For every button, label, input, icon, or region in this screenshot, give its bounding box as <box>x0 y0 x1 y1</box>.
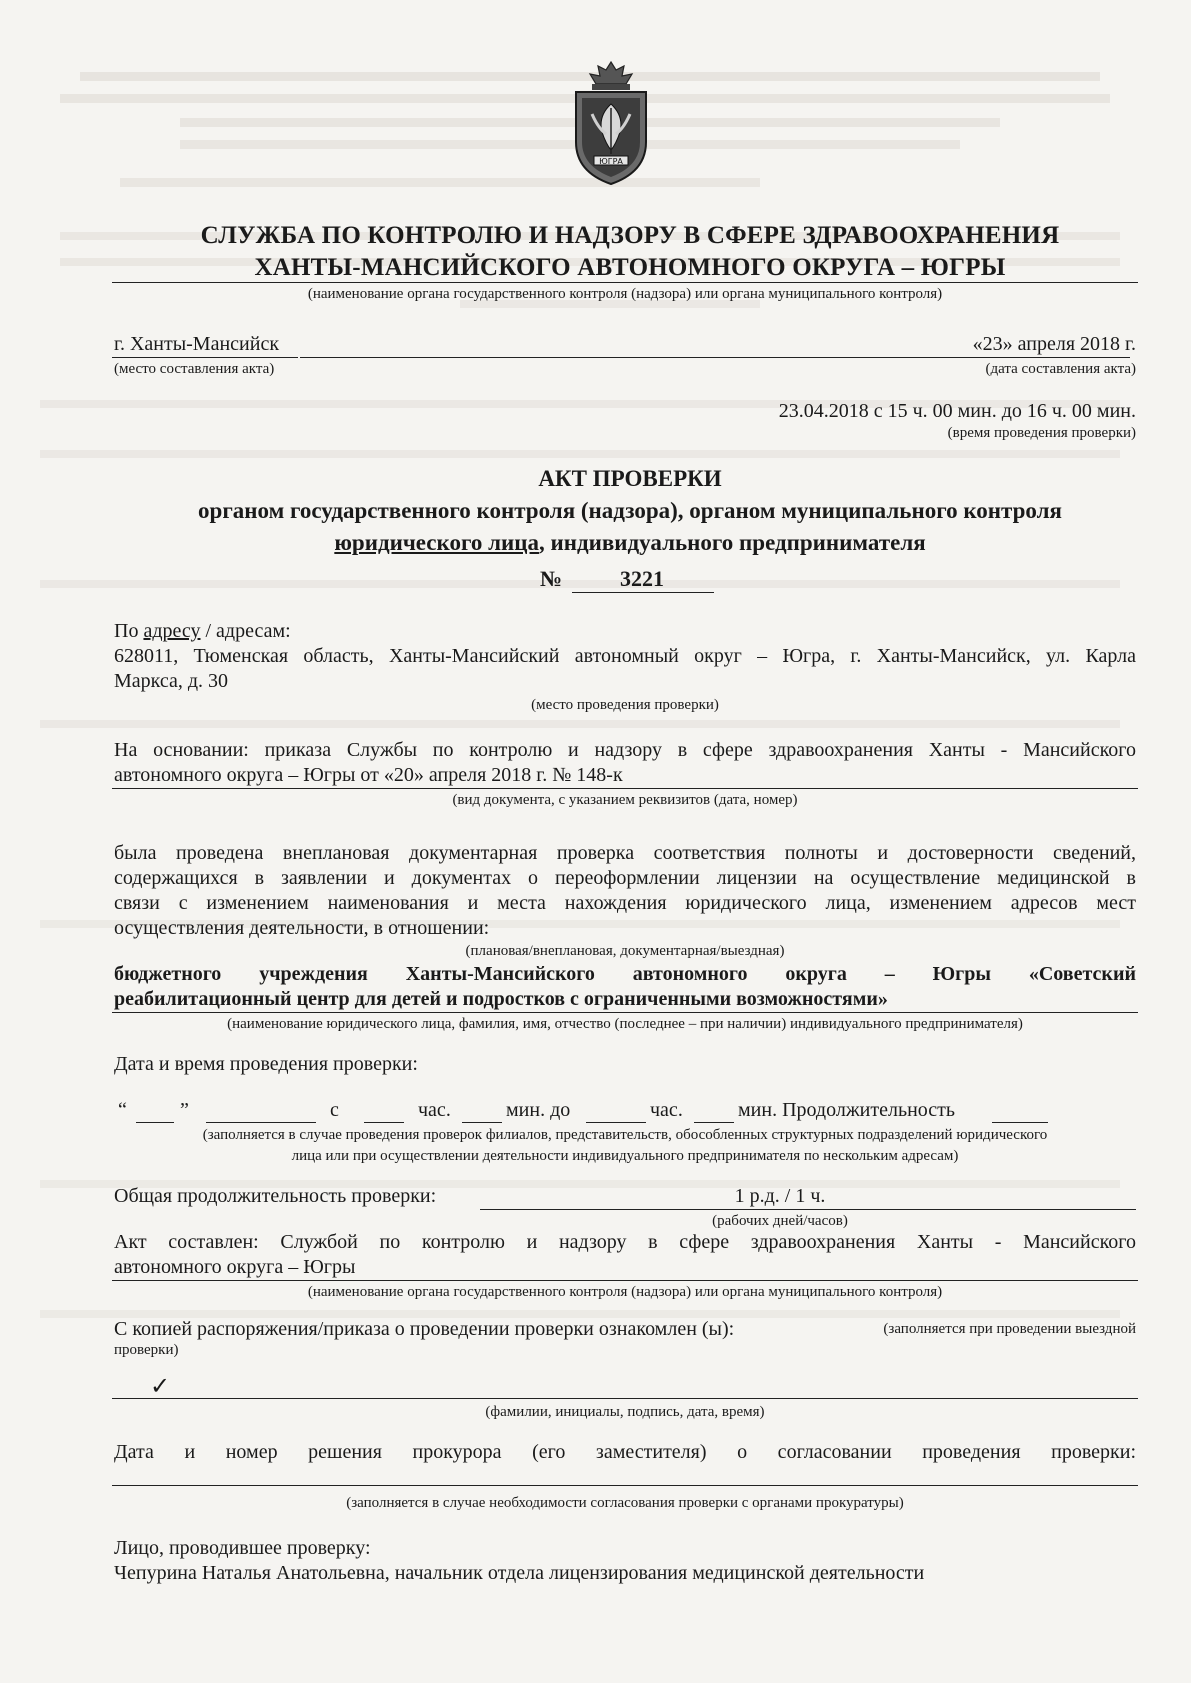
datetime-quote-open: “ <box>118 1099 127 1121</box>
address-label-c: / адресам: <box>200 620 291 642</box>
address-label-b: адресу <box>143 620 201 642</box>
act-subtitle-line2 <box>112 530 1148 556</box>
datetime-quote-close: ” <box>180 1099 189 1121</box>
address-line1: 628011, Тюменская область, Ханты-Мансийский автономный округ – Югра, г. Ханты-Мансийск, ул. Карла <box>114 645 1136 667</box>
coat-of-arms-emblem <box>568 58 654 188</box>
inspection-line4: осуществления деятельности, в отношении: <box>114 917 490 939</box>
entity-line2: реабилитационный центр для детей и подростков с ограниченными возможностями» <box>114 988 888 1010</box>
org-caption: (наименование органа государственного контроля (надзора) или органа муниципального контроля) <box>307 286 943 302</box>
date-value: «23» апреля 2018 г. <box>972 333 1136 355</box>
entity-underline <box>112 1012 1138 1013</box>
act-title: АКТ ПРОВЕРКИ <box>538 466 722 491</box>
inspection-time-value: 23.04.2018 с 15 ч. 00 мин. до 16 ч. 00 мин. <box>778 400 1136 422</box>
svg-text:ЮГРА: ЮГРА <box>599 157 623 166</box>
copy-note: (заполняется при проведении выездной <box>883 1321 1136 1337</box>
datetime-caption1: (заполняется в случае проведения проверок филиалов, представительств, обособленных структурных подразделений юридического <box>202 1127 1048 1143</box>
datetime-label: Дата и время проведения проверки: <box>114 1053 418 1075</box>
org-underline <box>112 282 1138 283</box>
copy-line2: проверки) <box>114 1342 179 1358</box>
place-caption: (место составления акта) <box>114 361 275 377</box>
act-number-sign: № <box>540 566 563 591</box>
compiled-line1: Акт составлен: Службой по контролю и надзору в сфере здравоохранения Ханты - Мансийского <box>114 1231 1136 1253</box>
address-caption: (место проведения проверки) <box>531 697 719 713</box>
date-caption: (дата составления акта) <box>985 361 1136 377</box>
datetime-duration-label: мин. Продолжительность <box>738 1099 956 1121</box>
datetime-min2-blank <box>694 1122 734 1123</box>
datetime-caption2: лица или при осуществлении деятельности индивидуального предпринимателя по нескольким адресам) <box>291 1148 959 1164</box>
duration-value: 1 р.д. / 1 ч. <box>734 1185 826 1207</box>
org-name-line1: СЛУЖБА ПО КОНТРОЛЮ И НАДЗОРУ В СФЕРЕ ЗДРАВООХРАНЕНИЯ <box>200 222 1060 249</box>
datetime-duration-blank <box>992 1122 1048 1123</box>
act-number-underline <box>572 592 714 593</box>
inspection-time-caption: (время проведения проверки) <box>947 425 1136 441</box>
datetime-day-blank <box>136 1122 174 1123</box>
duration-caption: (рабочих дней/часов) <box>712 1213 848 1229</box>
basis-line2: автономного округа – Югры от «20» апреля 2018 г. № 148-к <box>114 764 623 786</box>
duration-underline <box>480 1209 1136 1210</box>
datetime-hour2-blank <box>586 1122 646 1123</box>
address-label-a: По <box>114 620 144 642</box>
datetime-min-to: мин. до <box>506 1099 571 1121</box>
act-subtitle-rest: , индивидуального предпринимателя <box>538 530 926 555</box>
copy-signature-line <box>112 1398 1138 1399</box>
place-underline <box>112 357 298 358</box>
inspection-caption: (плановая/внеплановая, документарная/выездная) <box>465 943 785 959</box>
address-label <box>114 620 291 643</box>
checkmark-icon: ✓ <box>150 1372 171 1400</box>
basis-line1: На основании: приказа Службы по контролю и надзору в сфере здравоохранения Ханты - Мансийского <box>114 739 1136 761</box>
datetime-min1-blank <box>462 1122 502 1123</box>
datetime-from: с <box>330 1099 339 1121</box>
entity-line1: бюджетного учреждения Ханты-Мансийского автономного округа – Югры «Советский <box>114 963 1136 985</box>
datetime-hour2-label: час. <box>650 1099 683 1121</box>
inspection-line1: была проведена внеплановая документарная проверка соответствия полноты и достоверности сведений, <box>114 842 1136 864</box>
prosecutor-underline <box>112 1485 1138 1486</box>
compiled-underline <box>112 1280 1138 1281</box>
prosecutor-caption: (заполняется в случае необходимости согласования проверки с органами прокуратуры) <box>346 1495 904 1511</box>
act-number: 3221 <box>620 566 664 591</box>
duration-label: Общая продолжительность проверки: <box>114 1185 437 1207</box>
address-line2: Маркса, д. 30 <box>114 670 229 692</box>
act-subtitle-underlined: юридического лица <box>334 530 539 555</box>
copy-caption: (фамилии, инициалы, подпись, дата, время) <box>485 1404 765 1420</box>
basis-underline <box>112 788 1138 789</box>
datetime-month-blank <box>206 1122 316 1123</box>
compiled-caption: (наименование органа государственного контроля (надзора) или органа муниципального контроля) <box>307 1284 943 1300</box>
org-name-line2: ХАНТЫ-МАНСИЙСКОГО АВТОНОМНОГО ОКРУГА – ЮГРЫ <box>254 254 1006 281</box>
place-value: г. Ханты-Мансийск <box>114 333 280 355</box>
datetime-hour1-blank <box>364 1122 404 1123</box>
basis-caption: (вид документа, с указанием реквизитов (дата, номер) <box>452 792 798 808</box>
inspector-name: Чепурина Наталья Анатольевна, начальник отдела лицензирования медицинской деятельности <box>114 1562 925 1584</box>
inspection-line3: связи с изменением наименования и места нахождения юридического лица, изменением адресов мест <box>114 892 1136 914</box>
prosecutor-line: Дата и номер решения прокурора (его заместителя) о согласовании проведения проверки: <box>114 1441 1136 1463</box>
entity-caption: (наименование юридического лица, фамилия, имя, отчество (последнее – при наличии) индивидуального предпринимателя) <box>227 1016 1023 1032</box>
inspection-line2: содержащихся в заявлении и документах о переоформлении лицензии на осуществление медицинской в <box>114 867 1136 889</box>
datetime-hour1-label: час. <box>418 1099 451 1121</box>
compiled-line2: автономного округа – Югры <box>114 1256 356 1278</box>
copy-line1: С копией распоряжения/приказа о проведении проверки ознакомлен (ы): <box>114 1318 735 1340</box>
inspector-label: Лицо, проводившее проверку: <box>114 1537 371 1559</box>
act-subtitle-line1: органом государственного контроля (надзора), органом муниципального контроля <box>198 498 1062 523</box>
date-underline <box>300 357 1130 358</box>
